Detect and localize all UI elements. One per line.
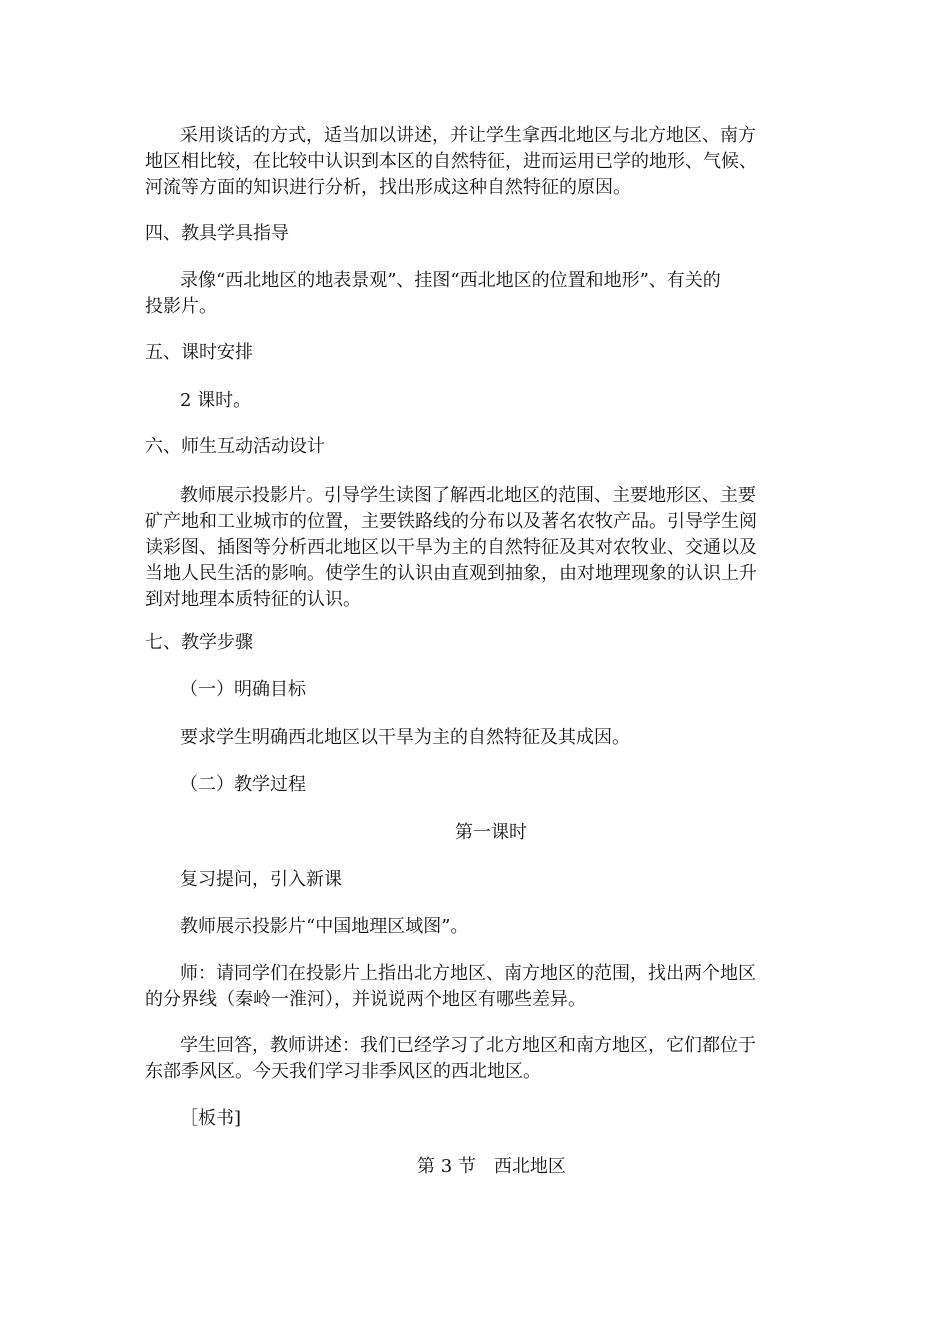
activity-paragraph [180, 483, 756, 509]
teacher-paragraph-cont [145, 987, 586, 1013]
teacher-line-1: 师：请同学们在投影片上指出北方地区、南方地区的范围，找出两个地区 [180, 963, 756, 984]
answer-line-1: 学生回答，教师讲述：我们已经学习了北方地区和南方地区，它们都位于 [180, 1035, 756, 1056]
goal-paragraph: 要求学生明确西北地区以干旱为主的自然特征及其成因。 [180, 727, 630, 748]
activity-line-4: 当地人民生活的影响。使学生的认识由直观到抽象，由对地理现象的认识上升 [145, 563, 757, 584]
answer-paragraph-cont [145, 1059, 541, 1085]
tools-paragraph [180, 268, 721, 294]
section-title: 第 3 节 西北地区 [417, 1156, 566, 1177]
activity-line-3: 读彩图、插图等分析西北地区以干旱为主的自然特征及其对农牧业、交通以及 [145, 537, 757, 558]
teacher-paragraph [180, 961, 756, 987]
hours-paragraph: 2 课时。 [180, 390, 252, 411]
method-line-2: 地区相比较，在比较中认识到本区的自然特征，进而运用已学的地形、气候、 [145, 151, 757, 172]
subheading-process: （二）教学过程 [180, 774, 306, 795]
heading-steps: 七、教学步骤 [145, 632, 253, 653]
activity-line-1: 教师展示投影片。引导学生读图了解西北地区的范围、主要地形区、主要 [180, 485, 756, 506]
show-slide-line: 教师展示投影片“中国地理区域图”。 [180, 916, 469, 937]
answer-paragraph [180, 1033, 756, 1059]
answer-line-2: 东部季风区。今天我们学习非季风区的西北地区。 [145, 1061, 541, 1082]
tools-line-1: 录像“西北地区的地表景观”、挂图“西北地区的位置和地形”、有关的 [180, 270, 721, 291]
method-paragraph-cont [145, 149, 757, 201]
activity-paragraph-cont [145, 509, 757, 613]
lesson-title: 第一课时 [455, 822, 527, 843]
board-label: ［板书] [180, 1108, 242, 1129]
tools-line-2: 投影片。 [145, 296, 217, 317]
heading-hours: 五、课时安排 [145, 342, 253, 363]
method-paragraph [180, 123, 756, 149]
teacher-line-2: 的分界线（秦岭一淮河），并说说两个地区有哪些差异。 [145, 989, 586, 1010]
activity-line-5: 到对地理本质特征的认识。 [145, 589, 361, 610]
method-line-3: 河流等方面的知识进行分析，找出形成这种自然特征的原因。 [145, 177, 631, 198]
subheading-goals: （一）明确目标 [180, 679, 306, 700]
review-line: 复习提问，引入新课 [180, 869, 342, 890]
tools-paragraph-cont [145, 294, 217, 320]
heading-tools: 四、教具学具指导 [145, 223, 289, 244]
method-line-1: 采用谈话的方式，适当加以讲述，并让学生拿西北地区与北方地区、南方 [180, 125, 756, 146]
activity-line-2: 矿产地和工业城市的位置，主要铁路线的分布以及著名农牧产品。引导学生阅 [145, 511, 757, 532]
heading-activity: 六、师生互动活动设计 [145, 436, 325, 457]
